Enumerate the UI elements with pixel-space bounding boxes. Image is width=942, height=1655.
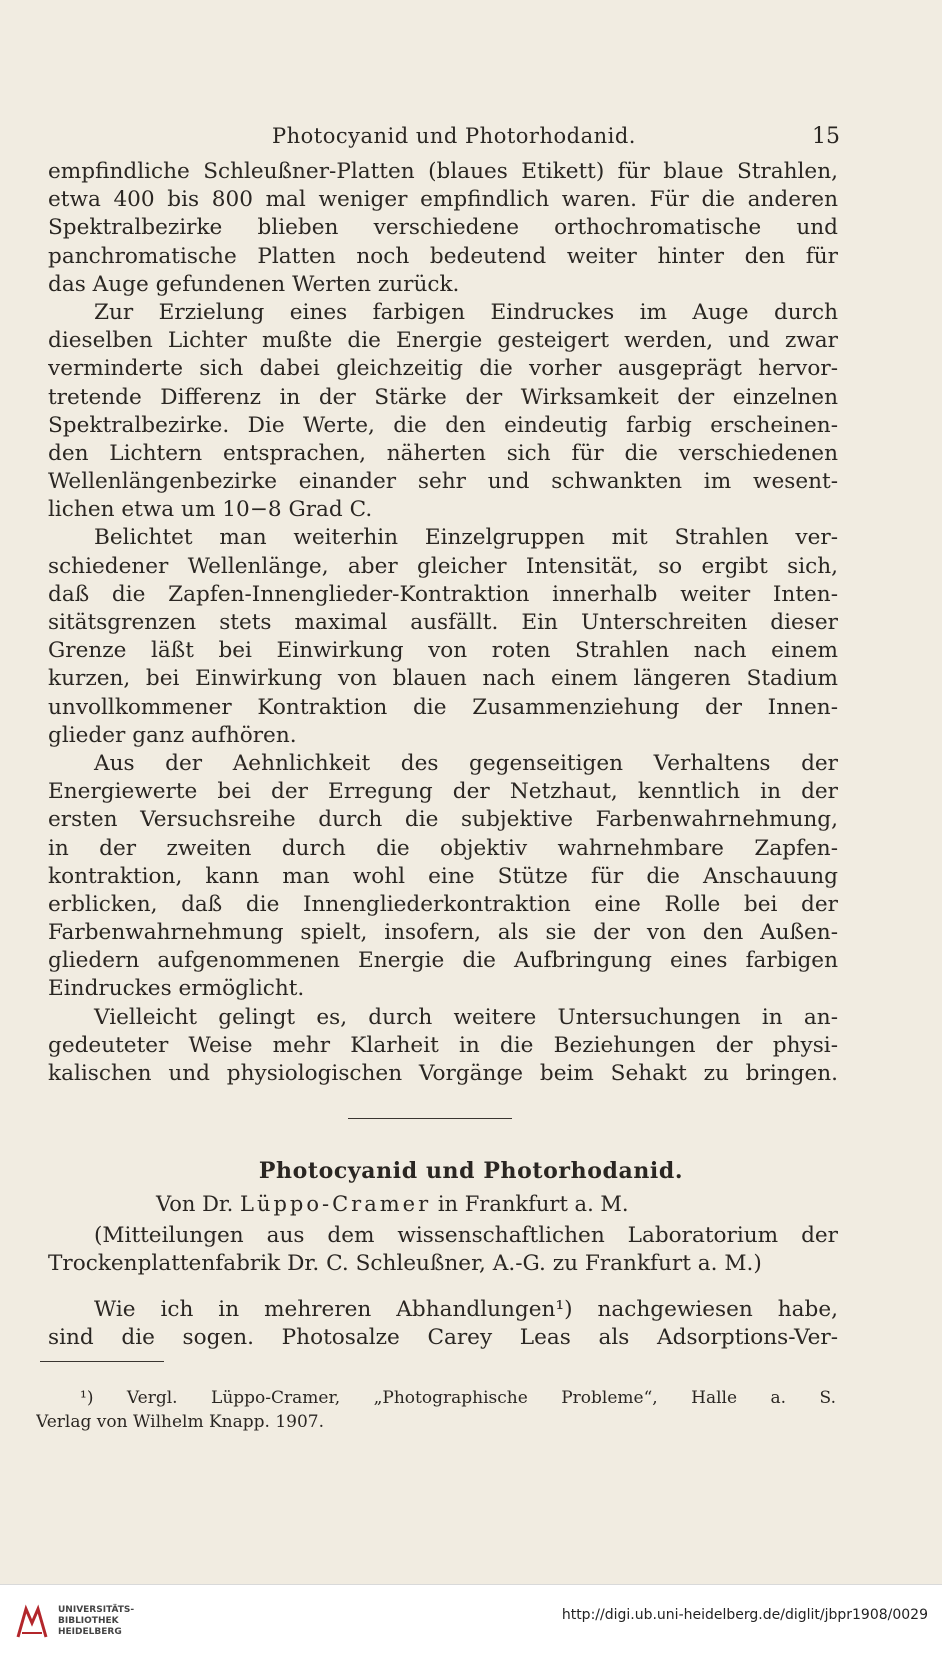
text-line: schiedener Wellenlänge, aber gleicher Intensität, so ergibt sich, [48, 553, 838, 579]
library-footer [0, 1584, 942, 1655]
footnote-line: ¹) Vergl. Lüppo-Cramer, „Photographische Probleme“, Halle a. S. [80, 1388, 836, 1408]
text-line: Belichtet man weiterhin Einzelgruppen mit Strahlen ver- [94, 525, 838, 551]
text-line: kontraktion, kann man wohl eine Stütze für die Anschauung [48, 863, 838, 889]
text-line: kurzen, bei Einwirkung von blauen nach einem längeren Stadium [48, 666, 838, 692]
text-line: den Lichtern entsprachen, näherten sich für die verschiedenen [48, 440, 838, 466]
text-line: Grenze läßt bei Einwirkung von roten Strahlen nach einem [48, 638, 838, 664]
library-name-line: HEIDELBERG [58, 1627, 122, 1637]
author-location: in Frankfurt a. M. [437, 1192, 629, 1216]
text-line: glieder ganz aufhören. [48, 722, 297, 748]
university-library-logo-icon [12, 1603, 52, 1643]
text-line: Eindruckes ermöglicht. [48, 976, 305, 1002]
text-line: dieselben Lichter mußte die Energie gesteigert werden, und zwar [48, 328, 838, 354]
author-prefix: Von Dr. [156, 1192, 234, 1216]
page-number: 15 [812, 124, 840, 149]
text-line: empfindliche Schleußner-Platten (blaues Etikett) für blaue Strahlen, [48, 159, 838, 184]
text-line: Spektralbezirke. Die Werte, die den eindeutig farbig erscheinen- [48, 412, 838, 438]
library-name-line: BIBLIOTHEK [58, 1616, 119, 1626]
text-line: Spektralbezirke blieben verschiedene orthochromatische und [48, 215, 838, 241]
text-line: gedeuteter Weise mehr Klarheit in die Beziehungen der physi- [48, 1032, 838, 1058]
source-url[interactable]: http://digi.ub.uni-heidelberg.de/diglit/jbpr1908/0029 [561, 1607, 928, 1623]
footnote-line: Verlag von Wilhelm Knapp. 1907. [36, 1412, 324, 1432]
text-line: Zur Erzielung eines farbigen Eindruckes im Auge durch [94, 299, 838, 325]
text-line: Aus der Aehnlichkeit des gegenseitigen Verhaltens der [94, 750, 838, 776]
text-line: verminderte sich dabei gleichzeitig die vorher ausgeprägt hervor- [48, 356, 838, 382]
author-line [156, 1192, 629, 1216]
running-head [0, 124, 942, 154]
text-line: panchromatische Platten noch bedeutend weiter hinter den für [48, 243, 838, 269]
library-name [58, 1605, 134, 1638]
text-line: etwa 400 bis 800 mal weniger empfindlich waren. Für die anderen [48, 187, 838, 213]
text-line: kalischen und physiologischen Vorgänge beim Sehakt zu bringen. [48, 1061, 838, 1086]
text-line: daß die Zapfen-Innenglieder-Kontraktion innerhalb weiter Inten- [48, 581, 838, 607]
text-line: gliedern aufgenommenen Energie die Aufbringung eines farbigen [48, 948, 838, 974]
text-line: Wie ich in mehreren Abhandlungen¹) nachgewiesen habe, [94, 1297, 838, 1322]
text-line: das Auge gefundenen Werten zurück. [48, 271, 460, 297]
text-line: tretende Differenz in der Stärke der Wirksamkeit der einzelnen [48, 384, 838, 410]
footnote [36, 1386, 836, 1434]
library-name-line: UNIVERSITÄTS- [58, 1605, 135, 1615]
text-line: Wellenlängenbezirke einander sehr und schwankten im wesent- [48, 469, 838, 495]
text-line: unvollkommener Kontraktion die Zusammenziehung der Innen- [48, 694, 838, 720]
text-line: lichen etwa um 10−8 Grad C. [48, 497, 373, 523]
text-line: Farbenwahrnehmung spielt, insofern, als sie der von den Außen- [48, 920, 838, 946]
text-line: in der zweiten durch die objektiv wahrnehmbare Zapfen- [48, 835, 838, 861]
text-line: Energiewerte bei der Erregung der Netzhaut, kenntlich in der [48, 779, 838, 805]
intro-paragraph [48, 1296, 838, 1352]
affiliation-line: (Mitteilungen aus dem wissenschaftlichen Laboratorium der [94, 1223, 838, 1248]
author-name: Lüppo-Cramer [240, 1192, 432, 1216]
running-title: Photocyanid und Photorhodanid. [272, 124, 636, 148]
text-line: sind die sogen. Photosalze Carey Leas als Adsorptions-Ver- [48, 1325, 838, 1351]
text-line: Vielleicht gelingt es, durch weitere Untersuchungen in an- [94, 1004, 838, 1030]
text-line: sitätsgrenzen stets maximal ausfällt. Ein Unterschreiten dieser [48, 610, 838, 635]
footnote-divider [40, 1361, 164, 1362]
text-line: erblicken, daß die Innengliederkontraktion eine Rolle bei der [48, 891, 838, 917]
affiliation-line: Trockenplattenfabrik Dr. C. Schleußner, A.-G. zu Frankfurt a. M.) [48, 1251, 762, 1277]
text-line: ersten Versuchsreihe durch die subjektive Farbenwahrnehmung, [48, 807, 838, 833]
affiliation [48, 1222, 838, 1278]
body-text [48, 158, 838, 1088]
section-divider [348, 1118, 512, 1119]
article-title: Photocyanid und Photorhodanid. [258, 1158, 684, 1184]
